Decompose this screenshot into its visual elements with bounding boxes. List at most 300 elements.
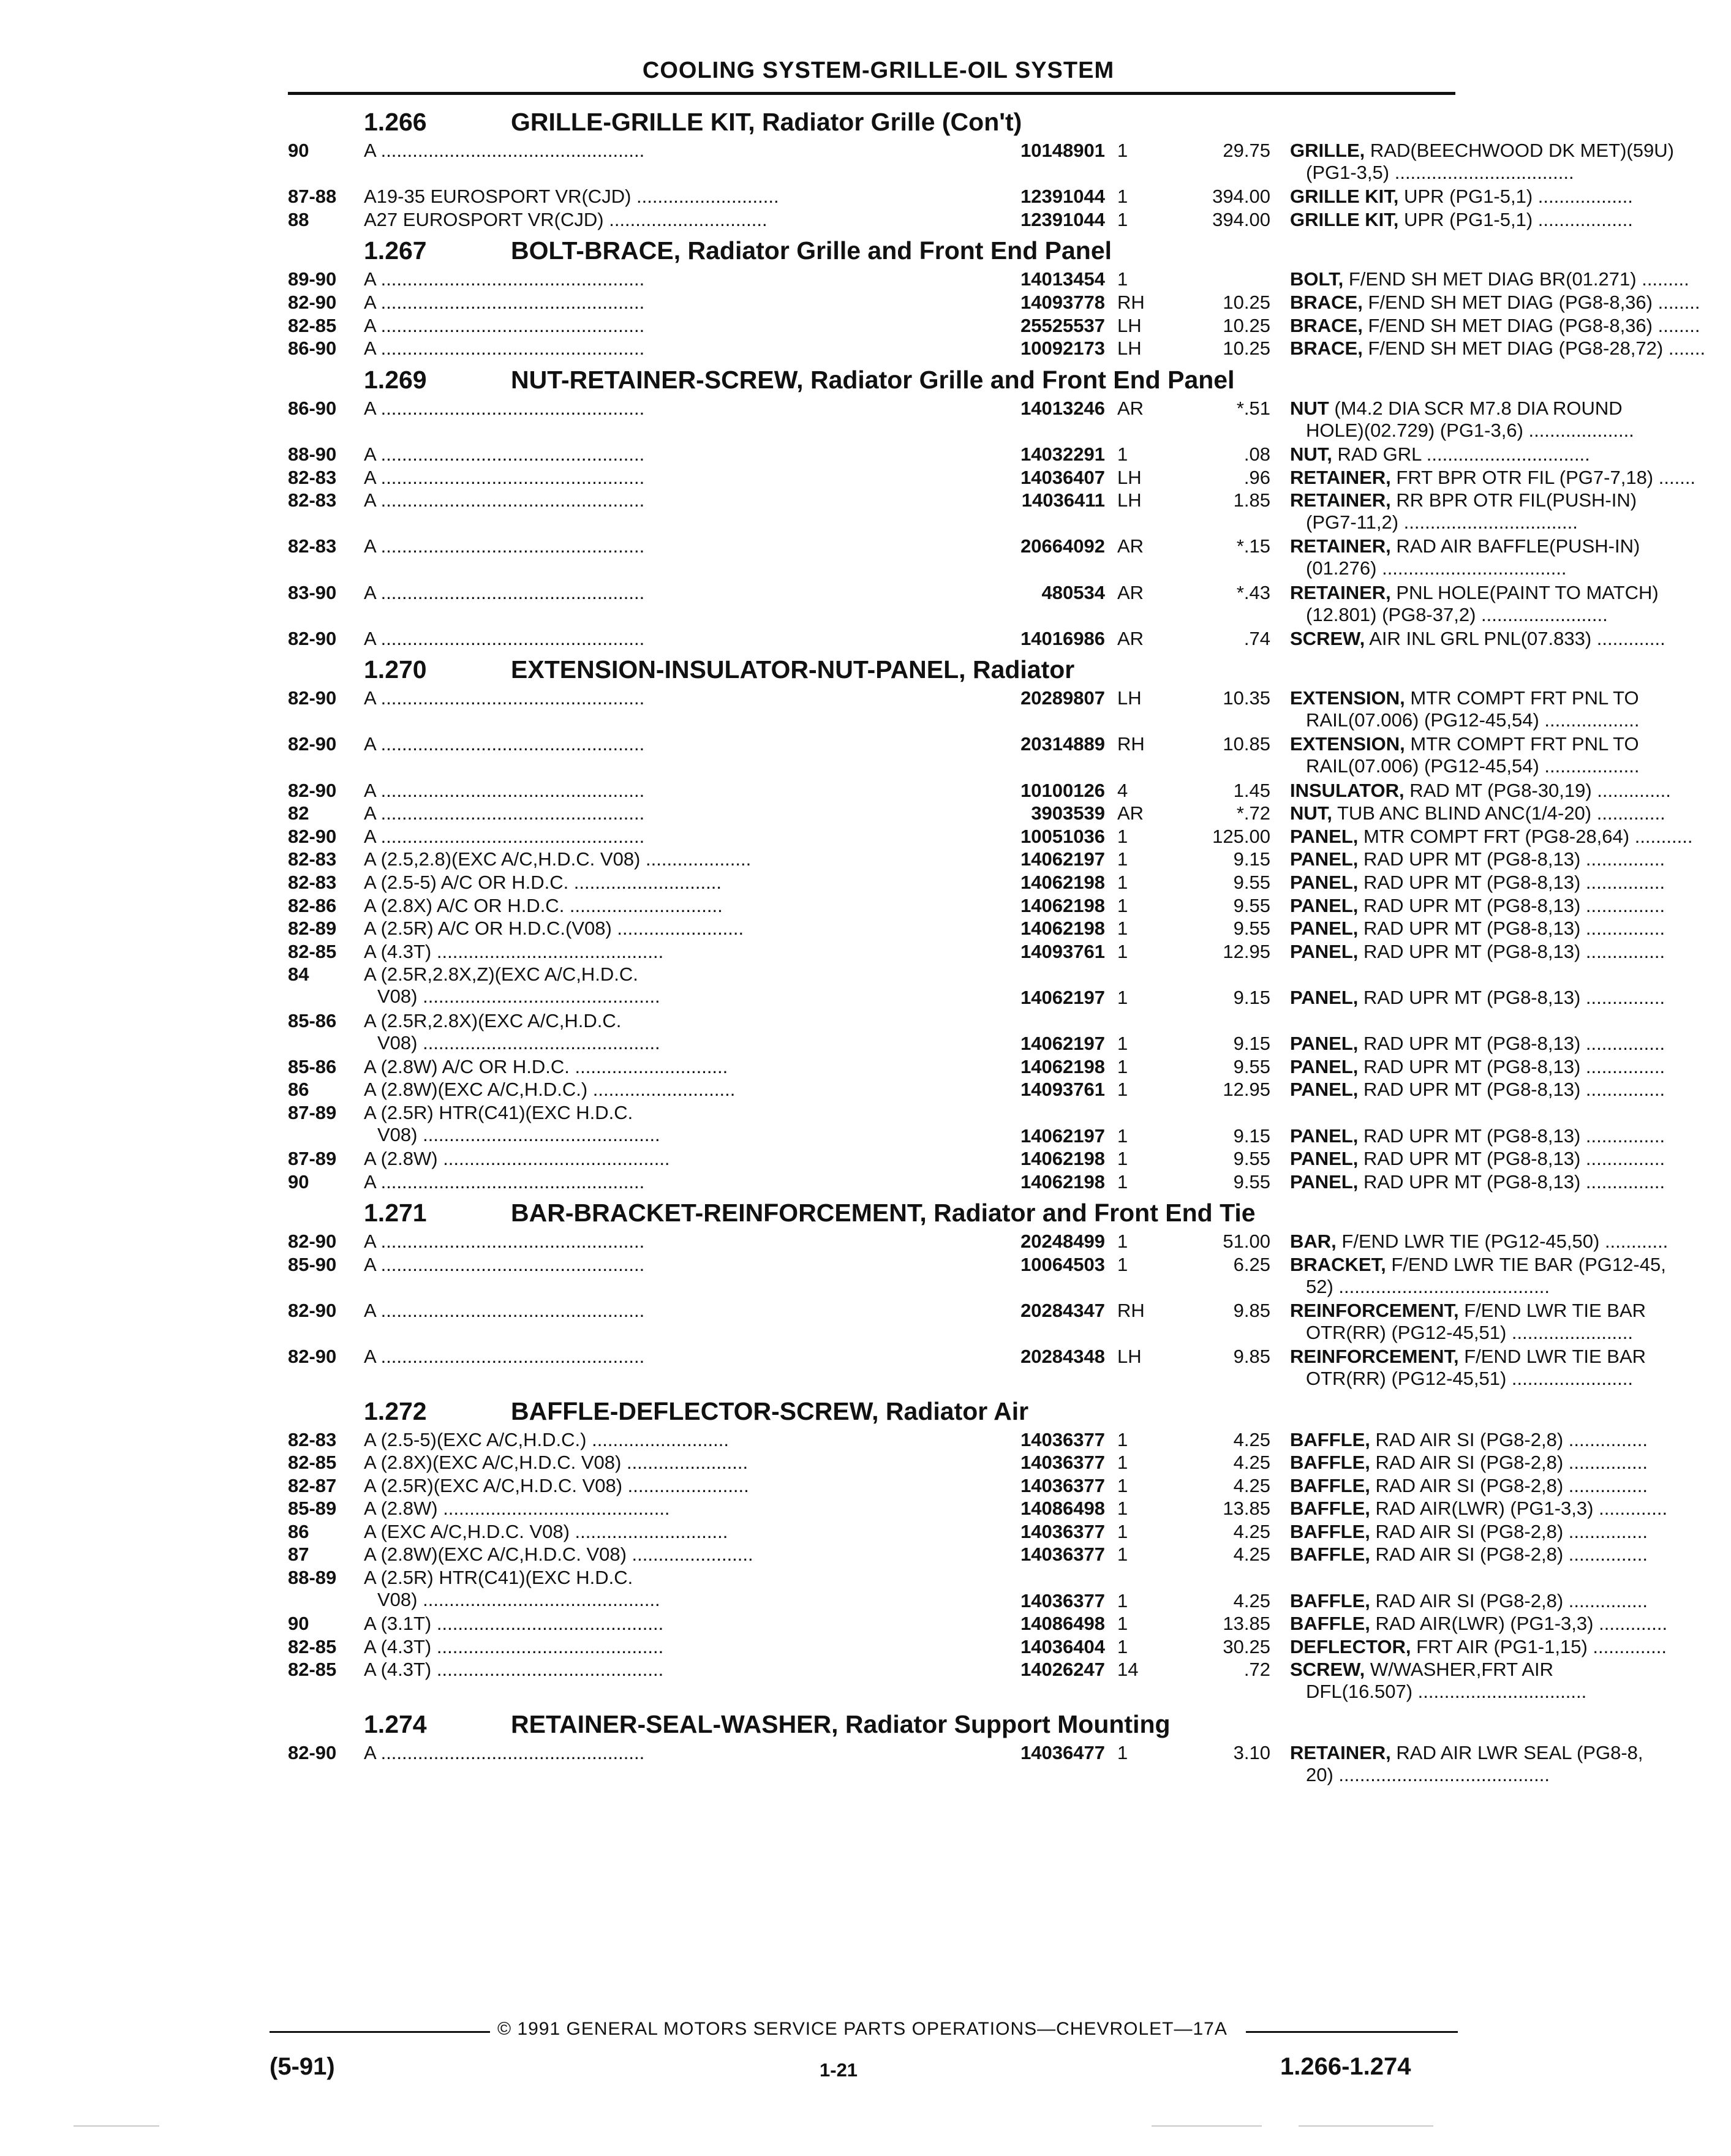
description-cell [1290, 780, 1731, 802]
application-text: A .................................................. [364, 443, 645, 465]
description-line [1290, 398, 1731, 420]
description-line [1290, 987, 1731, 1009]
description-text: FRT BPR OTR FIL (PG7-7,18) [1396, 466, 1654, 488]
quantity: 1 [1117, 1498, 1128, 1520]
part-row [288, 489, 1637, 535]
description-text: RAD AIR SI (PG8-2,8) [1375, 1520, 1564, 1542]
application-text: A (2.8W)(EXC A/C,H.D.C.) ........................... [364, 1079, 736, 1101]
dot-leader: ............... [1580, 940, 1665, 962]
part-row [288, 963, 1665, 1009]
application-text: A (2.5R) HTR(C41)(EXC H.D.C. [364, 1567, 633, 1589]
application-cell [364, 733, 973, 755]
list-price: 29.75 [1223, 140, 1270, 161]
list-price: 125.00 [1212, 825, 1270, 847]
description-keyword: GRILLE KIT, [1290, 208, 1399, 230]
description-text: RAD AIR SI (PG8-2,8) [1375, 1589, 1564, 1611]
quantity: 1 [1117, 918, 1128, 940]
quantity: 1 [1117, 872, 1128, 894]
model-years: 82-83 [288, 535, 337, 557]
description-cell [1290, 1033, 1731, 1055]
model-years: 82-89 [288, 918, 337, 940]
application-cell [364, 1475, 973, 1497]
application-text: A .................................................. [364, 733, 645, 755]
application-text: A .................................................. [364, 1346, 645, 1368]
application-text: A .................................................. [364, 1253, 645, 1275]
dot-leader: ............... [1580, 1079, 1665, 1101]
description-text: RAD UPR MT (PG8-8,13) [1363, 1148, 1581, 1170]
list-price: 10.25 [1223, 314, 1270, 336]
part-number: 14062197 [1020, 1033, 1105, 1055]
application-text: A (3.1T) ........................................... [364, 1613, 664, 1635]
description-line [1290, 802, 1731, 824]
description-keyword: PANEL, [1290, 872, 1359, 894]
description-cell [1290, 443, 1731, 466]
list-price: .74 [1243, 627, 1270, 649]
description-line [1290, 443, 1731, 466]
description-cell [1290, 489, 1731, 533]
application-text: A (2.5-5) A/C OR H.D.C. ............................ [364, 872, 722, 894]
application-text: V08) ............................................. [377, 986, 660, 1008]
model-years: 82-85 [288, 940, 337, 962]
model-years: 82-90 [288, 1300, 337, 1322]
quantity: AR [1117, 535, 1144, 557]
description-line [1290, 1429, 1731, 1451]
description-text: RAD AIR SI (PG8-2,8) [1375, 1428, 1564, 1450]
quantity: LH [1117, 337, 1142, 360]
part-number: 480534 [1041, 581, 1105, 603]
description-cell [1290, 535, 1731, 579]
description-text: RAD UPR MT (PG8-8,13) [1363, 1170, 1581, 1193]
dot-leader: ....................... [1506, 1322, 1634, 1344]
dot-leader: ............... [1580, 894, 1665, 916]
description-text: F/END LWR TIE BAR [1464, 1346, 1646, 1368]
description-keyword: INSULATOR, [1290, 779, 1405, 801]
quantity: 1 [1117, 825, 1128, 847]
description-cell [1290, 1079, 1731, 1101]
part-row [288, 1009, 1665, 1056]
part-row [288, 1635, 1667, 1659]
description-text: RR BPR OTR FIL(PUSH-IN) [1396, 489, 1637, 511]
description-line [1290, 1742, 1731, 1764]
model-years: 82-90 [288, 1346, 337, 1368]
model-years: 82-90 [288, 291, 337, 313]
description-line [1290, 1322, 1731, 1344]
dot-leader: ....................... [1506, 1368, 1634, 1390]
description-keyword: NUT, [1290, 802, 1332, 824]
application-text: A (2.8W)(EXC A/C,H.D.C. V08) ....................... [364, 1544, 753, 1566]
application-cell [364, 1636, 973, 1658]
description-keyword: BAFFLE, [1290, 1589, 1370, 1611]
model-years: 82-83 [288, 489, 337, 511]
application-cell [364, 398, 973, 420]
application-text: A (4.3T) ........................................... [364, 940, 664, 962]
description-text: RAD AIR(LWR) (PG1-3,3) [1375, 1613, 1594, 1635]
description-text: UPR (PG1-5,1) [1404, 186, 1533, 208]
description-cell [1290, 1452, 1731, 1474]
description-cell [1290, 1171, 1731, 1193]
description-line [1290, 1254, 1731, 1276]
quantity: 1 [1117, 1474, 1128, 1496]
quantity: RH [1117, 1300, 1145, 1322]
section-number: 1.266 [364, 108, 427, 136]
description-line [1290, 337, 1731, 360]
list-price: 10.25 [1223, 291, 1270, 313]
description-text: RAD UPR MT (PG8-8,13) [1363, 894, 1581, 916]
application-text: A .................................................. [364, 1170, 645, 1193]
list-price: *.51 [1236, 397, 1270, 419]
dot-leader: ........ [1652, 314, 1700, 336]
dot-leader: ............... [1563, 1544, 1648, 1566]
description-cell [1290, 337, 1731, 360]
part-row [288, 1498, 1668, 1521]
description-cell [1290, 1300, 1731, 1344]
quantity: 1 [1117, 1079, 1128, 1101]
description-line [1290, 1300, 1731, 1322]
model-years: 82-85 [288, 1452, 337, 1474]
description-text: RAD UPR MT (PG8-8,13) [1363, 918, 1581, 940]
quantity: 1 [1117, 443, 1128, 465]
description-text: RAD AIR SI (PG8-2,8) [1375, 1544, 1564, 1566]
list-price: 1.45 [1233, 779, 1270, 801]
list-price: *.15 [1236, 535, 1270, 557]
application-text: V08) ............................................. [377, 1589, 660, 1611]
part-number: 14016986 [1020, 627, 1105, 649]
description-cell [1290, 848, 1731, 870]
part-row [288, 1544, 1648, 1567]
description-line [1290, 1498, 1731, 1520]
quantity: 1 [1117, 1544, 1128, 1566]
description-text: 20) [1306, 1763, 1333, 1785]
part-row [288, 1148, 1665, 1171]
application-text: A19-35 EUROSPORT VR(CJD) ........................... [364, 186, 779, 208]
list-price: 13.85 [1223, 1613, 1270, 1635]
description-cell [1290, 467, 1731, 489]
application-text: A (2.5-5)(EXC A/C,H.D.C.) .......................... [364, 1428, 730, 1450]
application-text: A (2.5R) A/C OR H.D.C.(V08) ........................ [364, 918, 744, 940]
application-cell [364, 489, 973, 511]
part-row [288, 940, 1665, 964]
description-keyword: NUT [1290, 397, 1329, 419]
part-number: 14036407 [1020, 466, 1105, 488]
model-years: 87-89 [288, 1101, 337, 1123]
description-text: RAD AIR SI (PG8-2,8) [1375, 1474, 1564, 1496]
quantity: 1 [1117, 1170, 1128, 1193]
part-number: 14062198 [1020, 1170, 1105, 1193]
quantity: 1 [1117, 1148, 1128, 1170]
model-years: 88-89 [288, 1567, 337, 1589]
description-line [1290, 604, 1731, 626]
dot-leader: .................. [1539, 755, 1640, 777]
quantity: LH [1117, 466, 1142, 488]
part-row [288, 140, 1674, 186]
description-text: F/END LWR TIE BAR [1464, 1300, 1646, 1322]
model-years: 85-86 [288, 1055, 337, 1077]
application-text: A (EXC A/C,H.D.C. V08) ............................. [364, 1520, 728, 1542]
description-text: RAD AIR(LWR) (PG1-3,3) [1375, 1498, 1594, 1520]
list-price: 9.15 [1233, 1033, 1270, 1055]
description-text: F/END LWR TIE (PG12-45,50) [1341, 1231, 1600, 1253]
description-line [1290, 186, 1731, 208]
part-row [288, 443, 1590, 467]
description-line [1290, 582, 1731, 604]
description-cell [1290, 1125, 1731, 1147]
list-price: 9.55 [1233, 894, 1270, 916]
part-row [288, 1079, 1665, 1102]
list-price: .08 [1243, 443, 1270, 465]
section-heading [288, 232, 1455, 268]
description-cell [1290, 1636, 1731, 1658]
part-number: 14062197 [1020, 987, 1105, 1008]
description-line [1290, 1171, 1731, 1193]
description-keyword: BRACE, [1290, 337, 1363, 360]
application-cell [364, 1346, 973, 1368]
quantity: 1 [1117, 1253, 1128, 1275]
part-number: 14062198 [1020, 1148, 1105, 1170]
application-cell [364, 1429, 973, 1451]
description-cell [1290, 1231, 1731, 1253]
section-title: NUT-RETAINER-SCREW, Radiator Grille and Front End Panel [511, 365, 1235, 394]
part-row [288, 268, 1689, 292]
description-keyword: PANEL, [1290, 1033, 1359, 1055]
description-keyword: PANEL, [1290, 825, 1359, 847]
part-number: 14086498 [1020, 1498, 1105, 1520]
description-keyword: RETAINER, [1290, 581, 1391, 603]
part-row [288, 918, 1665, 941]
section-title: RETAINER-SEAL-WASHER, Radiator Support Mounting [511, 1709, 1171, 1738]
part-number: 14062197 [1020, 1125, 1105, 1147]
description-line [1290, 1033, 1731, 1055]
part-row [288, 1101, 1665, 1148]
description-keyword: PANEL, [1290, 940, 1359, 962]
section-title: BOLT-BRACE, Radiator Grille and Front End Panel [511, 236, 1112, 265]
list-price: *.72 [1236, 802, 1270, 824]
description-keyword: PANEL, [1290, 1125, 1359, 1147]
description-keyword: PANEL, [1290, 918, 1359, 940]
description-keyword: GRILLE, [1290, 140, 1365, 161]
part-row [288, 1452, 1648, 1475]
description-text: F/END SH MET DIAG (PG8-8,36) [1368, 314, 1653, 336]
description-line [1290, 848, 1731, 870]
application-cell [364, 628, 973, 650]
quantity: 1 [1117, 140, 1128, 161]
model-years: 86 [288, 1520, 309, 1542]
model-years: 82-87 [288, 1474, 337, 1496]
model-years: 82-83 [288, 872, 337, 894]
part-number: 20284348 [1020, 1346, 1105, 1368]
part-number: 14032291 [1020, 443, 1105, 465]
part-row [288, 1474, 1648, 1498]
quantity: 1 [1117, 1055, 1128, 1077]
application-cell [364, 895, 973, 917]
description-cell [1290, 1148, 1731, 1170]
scan-artifact [1152, 2125, 1262, 2127]
description-text: PNL HOLE(PAINT TO MATCH) [1396, 581, 1659, 603]
section-number: 1.270 [364, 655, 427, 684]
dot-leader: ............... [1580, 1125, 1665, 1147]
description-cell [1290, 733, 1731, 777]
list-price: 30.25 [1223, 1635, 1270, 1657]
description-line [1290, 467, 1731, 489]
quantity: 1 [1117, 1452, 1128, 1474]
quantity: LH [1117, 314, 1142, 336]
description-line [1290, 780, 1731, 802]
application-text: A .................................................. [364, 489, 645, 511]
description-cell [1290, 292, 1731, 314]
model-years: 90 [288, 1613, 309, 1635]
application-cell [364, 1056, 973, 1078]
description-keyword: BAFFLE, [1290, 1498, 1370, 1520]
description-line [1290, 1636, 1731, 1658]
description-keyword: BAFFLE, [1290, 1544, 1370, 1566]
dot-leader: ............... [1580, 1148, 1665, 1170]
description-cell [1290, 315, 1731, 337]
description-text: F/END SH MET DIAG BR(01.271) [1348, 268, 1637, 290]
part-row [288, 1170, 1665, 1194]
description-text: (PG1-3,5) [1306, 162, 1390, 183]
description-cell [1290, 687, 1731, 731]
quantity: 1 [1117, 894, 1128, 916]
description-text: UPR (PG1-5,1) [1404, 208, 1533, 230]
part-row [288, 208, 1633, 232]
application-cell [364, 1521, 973, 1543]
description-keyword: SCREW, [1290, 1659, 1365, 1681]
section-number: 1.272 [364, 1396, 427, 1425]
model-years: 82-90 [288, 825, 337, 847]
description-text: RAD UPR MT (PG8-8,13) [1363, 1033, 1581, 1055]
description-line [1290, 628, 1731, 650]
quantity: 1 [1117, 1231, 1128, 1253]
description-text: RAD GRL [1337, 443, 1422, 465]
description-cell [1290, 987, 1731, 1009]
description-cell [1290, 802, 1731, 824]
quantity: AR [1117, 581, 1144, 603]
description-line [1290, 872, 1731, 894]
description-text: (12.801) (PG8-37,2) [1306, 603, 1476, 625]
part-number: 14062198 [1020, 918, 1105, 940]
description-text: F/END LWR TIE BAR (PG12-45, [1391, 1253, 1666, 1275]
part-number: 14086498 [1020, 1613, 1105, 1635]
application-cell [364, 941, 973, 963]
application-text: A .................................................. [364, 687, 645, 709]
dot-leader: ........... [1629, 825, 1693, 847]
part-row [288, 1300, 1646, 1346]
part-row [288, 535, 1640, 581]
part-row [288, 1741, 1643, 1788]
model-years: 90 [288, 140, 309, 161]
part-row [288, 1055, 1665, 1079]
section-number: 1.269 [364, 365, 427, 394]
part-number: 14036411 [1021, 489, 1105, 511]
description-keyword: PANEL, [1290, 1148, 1359, 1170]
part-number: 10051036 [1020, 825, 1105, 847]
list-price: 9.15 [1233, 987, 1270, 1008]
description-cell [1290, 1742, 1731, 1786]
description-keyword: BAFFLE, [1290, 1613, 1370, 1635]
description-line [1290, 1125, 1731, 1147]
application-text: A (2.5R)(EXC A/C,H.D.C. V08) ....................... [364, 1474, 749, 1496]
application-text: A .................................................. [364, 581, 645, 603]
dot-leader: ............. [1593, 1498, 1668, 1520]
description-line [1290, 687, 1731, 709]
description-line [1290, 1056, 1731, 1078]
model-years: 85-89 [288, 1498, 337, 1520]
application-cell [364, 826, 973, 848]
description-cell [1290, 1590, 1731, 1612]
part-row [288, 1253, 1666, 1300]
application-cell [364, 186, 973, 208]
description-cell [1290, 1475, 1731, 1497]
part-row [288, 397, 1634, 443]
quantity: AR [1117, 627, 1144, 649]
description-cell [1290, 1254, 1731, 1298]
description-cell [1290, 1346, 1731, 1390]
description-keyword: BAFFLE, [1290, 1452, 1370, 1474]
quantity: 1 [1117, 940, 1128, 962]
description-keyword: BRACKET, [1290, 1253, 1386, 1275]
part-number: 3903539 [1031, 802, 1105, 824]
description-text: TUB ANC BLIND ANC(1/4-20) [1337, 802, 1592, 824]
list-price: 4.25 [1233, 1520, 1270, 1542]
section-heading [288, 650, 1455, 687]
description-line [1290, 1475, 1731, 1497]
scan-artifact [74, 2125, 159, 2127]
list-price: 394.00 [1212, 208, 1270, 230]
description-keyword: BAFFLE, [1290, 1474, 1370, 1496]
description-line [1290, 941, 1731, 963]
application-cell [364, 1742, 973, 1764]
application-text: A (2.5R,2.8X,Z)(EXC A/C,H.D.C. [364, 963, 638, 986]
description-keyword: BAFFLE, [1290, 1520, 1370, 1542]
quantity: 1 [1117, 268, 1128, 290]
description-text: RAD UPR MT (PG8-8,13) [1363, 1079, 1581, 1101]
dot-leader: ............. [1591, 627, 1665, 649]
part-row [288, 872, 1665, 895]
application-cell [364, 292, 973, 314]
list-price: .96 [1243, 466, 1270, 488]
description-keyword: PANEL, [1290, 894, 1359, 916]
description-keyword: RETAINER, [1290, 1741, 1391, 1763]
description-keyword: SCREW, [1290, 627, 1365, 649]
description-cell [1290, 826, 1731, 848]
application-text: A .................................................. [364, 1741, 645, 1763]
application-cell [364, 1659, 973, 1681]
quantity: RH [1117, 291, 1145, 313]
description-cell [1290, 1429, 1731, 1451]
description-text: OTR(RR) (PG12-45,51) [1306, 1322, 1507, 1344]
dot-leader: ................................... [1376, 557, 1567, 579]
description-cell [1290, 941, 1731, 963]
description-line [1290, 1231, 1731, 1253]
application-cell [364, 848, 973, 870]
quantity: LH [1117, 687, 1142, 709]
quantity: 1 [1117, 1613, 1128, 1635]
part-row [288, 825, 1693, 849]
model-years: 82-90 [288, 687, 337, 709]
part-number: 10148901 [1020, 140, 1105, 161]
quantity: 1 [1117, 208, 1128, 230]
part-number: 14036377 [1020, 1544, 1105, 1566]
description-line [1290, 895, 1731, 917]
application-text: V08) ............................................. [377, 1031, 660, 1054]
model-years: 82-85 [288, 314, 337, 336]
description-line [1290, 292, 1731, 314]
model-years: 82-90 [288, 627, 337, 649]
list-price: 9.55 [1233, 1148, 1270, 1170]
description-line [1290, 1276, 1731, 1298]
part-row [288, 802, 1665, 826]
application-cell [364, 582, 973, 604]
model-years: 85-90 [288, 1253, 337, 1275]
